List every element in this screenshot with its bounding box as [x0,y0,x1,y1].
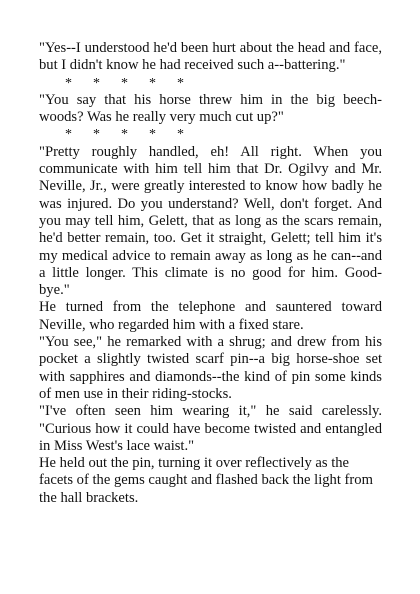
section-separator-1: * * * * * [65,75,184,91]
paragraph-4: He turned from the telephone and sauntered toward Neville, who regarded him with a fixed stare. [39,299,382,333]
paragraph-2: "You say that his horse threw him in the big beech-woods? Was he really very much cut up?" [39,91,382,126]
paragraph-6: "I've often seen him wearing it," he said carelessly. "Curious how it could have become twisted and entangled in Miss West's lace waist." [39,403,382,454]
book-page [39,40,382,507]
paragraph-3: "Pretty roughly handled, eh! All right. When you communicate with him tell him that Dr. Ogilvy and Mr. Neville, Jr., were greatly interested to know how badly he was injured. Do you understand? Well, don't forget. And you may tell him, Gelett, that as long as the scars remain, he'd better remain, too. Get it straight, Gelett; tell him it's my medical advice to remain away as long as he can--and a little longer. This climate is no good for him. Good-bye." [39,143,382,299]
section-separator-2: * * * * * [65,127,184,143]
paragraph-5: "You see," he remarked with a shrug; and drew from his pocket a slightly twisted scarf pin--a big horse-shoe set with sapphires and diamonds--the kind of pin some kinds of men use in their riding-stocks. [39,334,382,402]
paragraph-1: "Yes--I understood he'd been hurt about the head and face, but I didn't know he had received such a--battering." [39,40,382,74]
paragraph-7: He held out the pin, turning it over reflectively as the facets of the gems caught and flashed back the light from the hall brackets. [39,455,373,506]
